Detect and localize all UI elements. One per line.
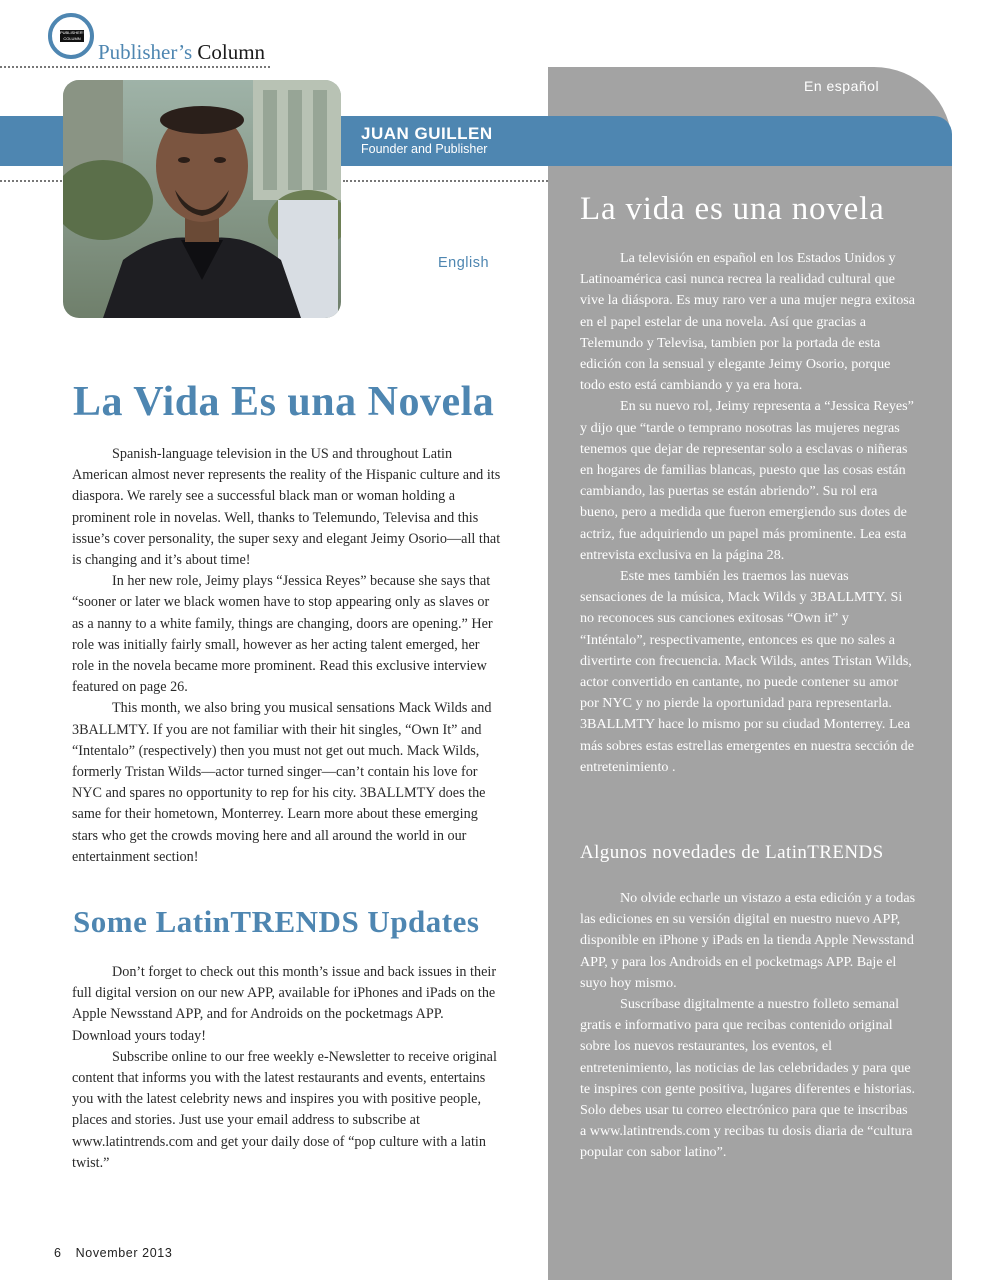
- spanish-paragraph: La televisión en español en los Estados Unidos y Latinoamérica casi nunca recrea la realidad cultural que vive la diáspora. Es muy raro ver a una mujer negra exitosa en el papel estelar de una novela. Así que gracias a Telemundo y Televisa, tambien por la portada de esta edición con la sensual y elegante Jeimy Osorio, porque todo esto está cambiando y ya era hora.: [580, 250, 915, 394]
- english-updates-body: [72, 962, 504, 1174]
- english-updates-title: Some LatinTRENDS Updates: [73, 904, 480, 939]
- english-updates-paragraph: Don’t forget to check out this month’s issue and back issues in their full digital version on our new APP, available for iPhones and iPads on the Apple Newsstand APP, and for Androids on the pocketmags APP. Download yours today!: [72, 964, 497, 1044]
- section-title-word1: Publisher’s: [98, 40, 193, 64]
- author-photo: [63, 80, 341, 318]
- header-dotted-rule: [0, 66, 270, 68]
- dotted-rule-middle: [343, 180, 548, 182]
- section-title: [98, 40, 265, 64]
- english-paragraph: This month, we also bring you musical sensations Mack Wilds and 3BALLMTY. If you are not familiar with their hit singles, “Own It” and “Intentalo” (respectively) then you must not get out much. Mack Wilds, formerly Tristan Wilds—actor turned singer—can’t contain his love for NYC and spares no opportunity to rep for his city. 3BALLMTY does the same for their hometown, Monterrey. Learn more about these emerging stars who get the crowds moving here and all around the world in our entertainment section!: [72, 700, 492, 865]
- publisher-logo: [48, 13, 94, 59]
- english-paragraph: In her new role, Jeimy plays “Jessica Reyes” because she says that “sooner or later we black women have to stop appearing only as slaves or as a nanny to a white family, things are changing, doors are opening.” Her role was initially fairly small, however as her acting talent emerged, her role in the novela became more prominent. Read this exclusive interview featured on page 26.: [72, 573, 493, 696]
- spanish-updates-paragraph: Suscríbase digitalmente a nuestro folleto semanal gratis e informativo para que recibas contenido original sobre los nuevos restaurantes, los eventos, el entretenimiento, las noticias de las celebridades y para que te inspires con gente positiva, lugares diferentes e historias. Solo debes usar tu correo electrónico para que te inscribas a www.latintrends.com y recibas tu dosis diaria de “cultura popular con sabor latino”.: [580, 996, 916, 1161]
- spanish-article-title: La vida es una novela: [580, 191, 885, 227]
- spanish-paragraph: En su nuevo rol, Jeimy representa a “Jessica Reyes” y dijo que “tarde o temprano nosotras las mujeres negras tenemos que dejar de representar solo a esclavas o niñeras en hogares de familias blancas, puesto que las cosas están cambiando, las puertas se están abriendo”. Su rol era bueno, pero a medida que fueron emergiendo sus dotes de actriz, fue adquiriendo un papel más prominente. Lea esta entrevista exclusiva en la página 28.: [580, 398, 914, 563]
- spanish-article-body: [580, 248, 916, 778]
- english-updates-paragraph: Subscribe online to our free weekly e-Newsletter to receive original content that informs you with the latest restaurants and events, entertains you with the latest celebrity news and inspires you with positive people, places and stories. Just use your email address to subscribe at www.latintrends.com and get your daily dose of “pop culture with a latin twist.”: [72, 1048, 497, 1171]
- issue-date: November 2013: [75, 1246, 173, 1260]
- spanish-updates-title: Algunos novedades de LatinTRENDS: [580, 842, 884, 863]
- spanish-updates-body: [580, 888, 916, 1164]
- english-language-label: English: [438, 255, 490, 271]
- spanish-language-label: En español: [804, 78, 880, 94]
- author-name: JUAN GUILLEN: [361, 124, 493, 143]
- english-paragraph: Spanish-language television in the US and throughout Latin American almost never represents the reality of the Hispanic culture and its diaspora. We rarely see a successful black man or woman holding a prominent role in novelas. Well, thanks to Telemundo, Televisa and this issue’s cover personality, the super sexy and elegant Jeimy Osorio—all that is changing and it’s about time!: [72, 446, 501, 569]
- author-role: Founder and Publisher: [361, 142, 488, 156]
- page-footer: [54, 1246, 172, 1260]
- section-title-word2: Column: [197, 40, 266, 64]
- english-article-title: La Vida Es una Novela: [73, 379, 495, 425]
- english-article-body: [72, 444, 504, 868]
- logo-text: PUBLISHER'S COLUMN: [60, 30, 87, 41]
- page-number: 6: [54, 1246, 62, 1260]
- author-portrait-illustration: [63, 80, 341, 318]
- spanish-paragraph: Este mes también les traemos las nuevas sensaciones de la música, Mack Wilds y 3BALLMTY. Si no reconoces sus canciones exitosas “Own it” y “Inténtalo”, respectivamente, entonces es que no sales a divertirte con frecuencia. Mack Wilds, antes Tristan Wilds, actor convertido en cantante, no puede contener su amor por NYC y no pierde la oportunidad para representarla. 3BALLMTY hace lo mismo por su ciudad Monterrey. Lea más sobres estas estrellas emergentes en nuestra sección de entretenimiento .: [580, 568, 914, 775]
- spanish-updates-paragraph: No olvide echarle un vistazo a esta edición y a todas las ediciones en su versión digital en nuestro nuevo APP, disponible en iPhone y iPads en la tienda Apple Newsstand APP, y para los Androids en el pocketmags APP. Baje el suyo hoy mismo.: [580, 890, 916, 991]
- dotted-rule-left: [0, 180, 62, 182]
